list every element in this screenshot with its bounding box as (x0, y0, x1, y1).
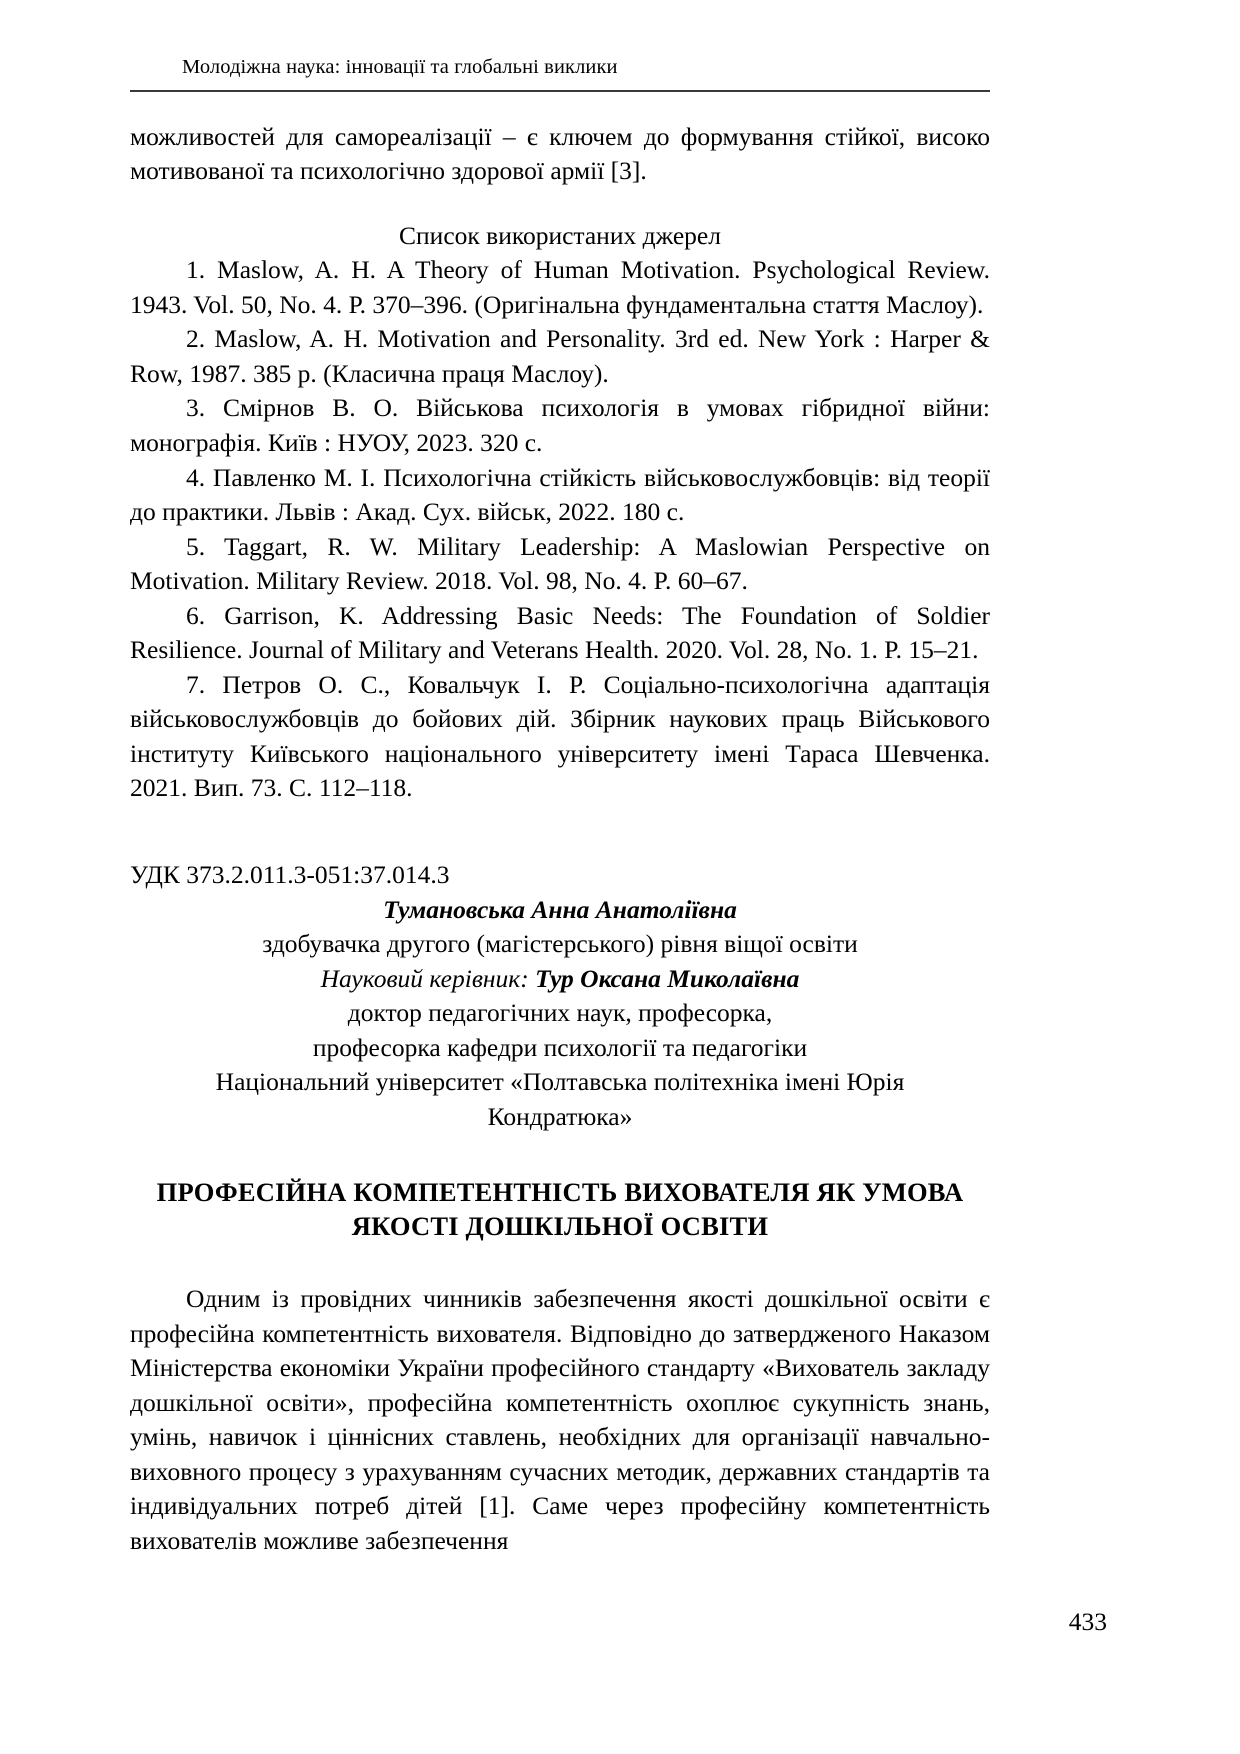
running-head: Молодіжна наука: інновації та глобальні виклики (182, 56, 618, 78)
header-divider-rule (130, 90, 990, 92)
reference-item: 3. Смірнов В. О. Військова психологія в умовах гібридної війни: монографія. Київ : НУОУ, 2023. 320 с. (130, 393, 990, 457)
reference-item: 7. Петров О. С., Ковальчук І. Р. Соціально-психологічна адаптація військовослужбовців до бойових дій. Збірник наукових праць Військового інституту Київського національного університету імені Тараса Шевченка. 2021. Вип. 73. С. 112–118. (130, 669, 990, 803)
affiliation-line-2: Кондратюка» (487, 1101, 633, 1131)
udk-code: УДК 373.2.011.3-051:37.014.3 (130, 859, 450, 889)
supervisor-name: Тур Оксана Миколаївна (535, 963, 800, 993)
author-name: Тумановська Анна Анатоліївна (383, 894, 737, 924)
page-number: 433 (1068, 1606, 1107, 1636)
article-title-line-2: ЯКОСТІ ДОШКІЛЬНОЇ ОСВІТИ (351, 1211, 769, 1242)
supervisor-label: Науковий керівник: (320, 963, 529, 993)
continued-paragraph: можливостей для самореалізації – є ключем до формування стійкої, високо мотивованої та психологічно здорової армії [3]. (130, 121, 990, 186)
reference-item: 4. Павленко М. І. Психологічна стійкість військовослужбовців: від теорії до практики. Львів : Акад. Сух. військ, 2022. 180 с. (130, 462, 990, 527)
reference-item: 1. Maslow, A. H. A Theory of Human Motivation. Psychological Review. 1943. Vol. 50, No. 4. Р. 370–396. (Оригінальна фундаментальна стаття Маслоу). (130, 255, 990, 319)
reference-item: 5. Taggart, R. W. Military Leadership: A Maslowian Perspective on Motivation. Military Review. 2018. Vol. 98, No. 4. P. 60–67. (130, 531, 990, 596)
page-content (130, 0, 990, 1559)
supervisor-line (130, 962, 990, 997)
references-heading: Список використаних джерел (399, 220, 721, 250)
supervisor-degree: доктор педагогічних наук, професорка, (347, 998, 773, 1028)
reference-item: 2. Maslow, A. H. Motivation and Personality. 3rd ed. New York : Harper & Row, 1987. 385 p. (Класична праця Маслоу). (130, 324, 990, 388)
author-role: здобувачка другого (магістерського) рівня віщої освіти (262, 929, 858, 959)
supervisor-position: професорка кафедри психології та педагогіки (312, 1032, 808, 1062)
reference-item: 6. Garrison, K. Addressing Basic Needs: The Foundation of Soldier Resilience. Journal of Military and Veterans Health. 2020. Vol. 28, No. 1. P. 15–21. (130, 600, 990, 665)
article-body-paragraph: Одним із провідних чинників забезпечення якості дошкільної освіти є професійна компетентність вихователя. Відповідно до затвердженого Наказом Міністерства економіки України професійного стандарту «Вихователь закладу дошкільної освіти», професійна компетентність охоплює сукупність знань, умінь, навичок і ціннісних ставлень, необхідних для організації навчально-виховного процесу з урахуванням сучасних методик, державних стандартів та індивідуальних потреб дітей [1]. Саме через професійну компетентність вихователів можливе забезпечення (130, 1284, 990, 1555)
affiliation-line-1: Національний університет «Полтавська політехніка імені Юрія (215, 1067, 905, 1097)
article-title-line-1: ПРОФЕСІЙНА КОМПЕТЕНТНІСТЬ ВИХОВАТЕЛЯ ЯК УМОВА (156, 1177, 964, 1208)
